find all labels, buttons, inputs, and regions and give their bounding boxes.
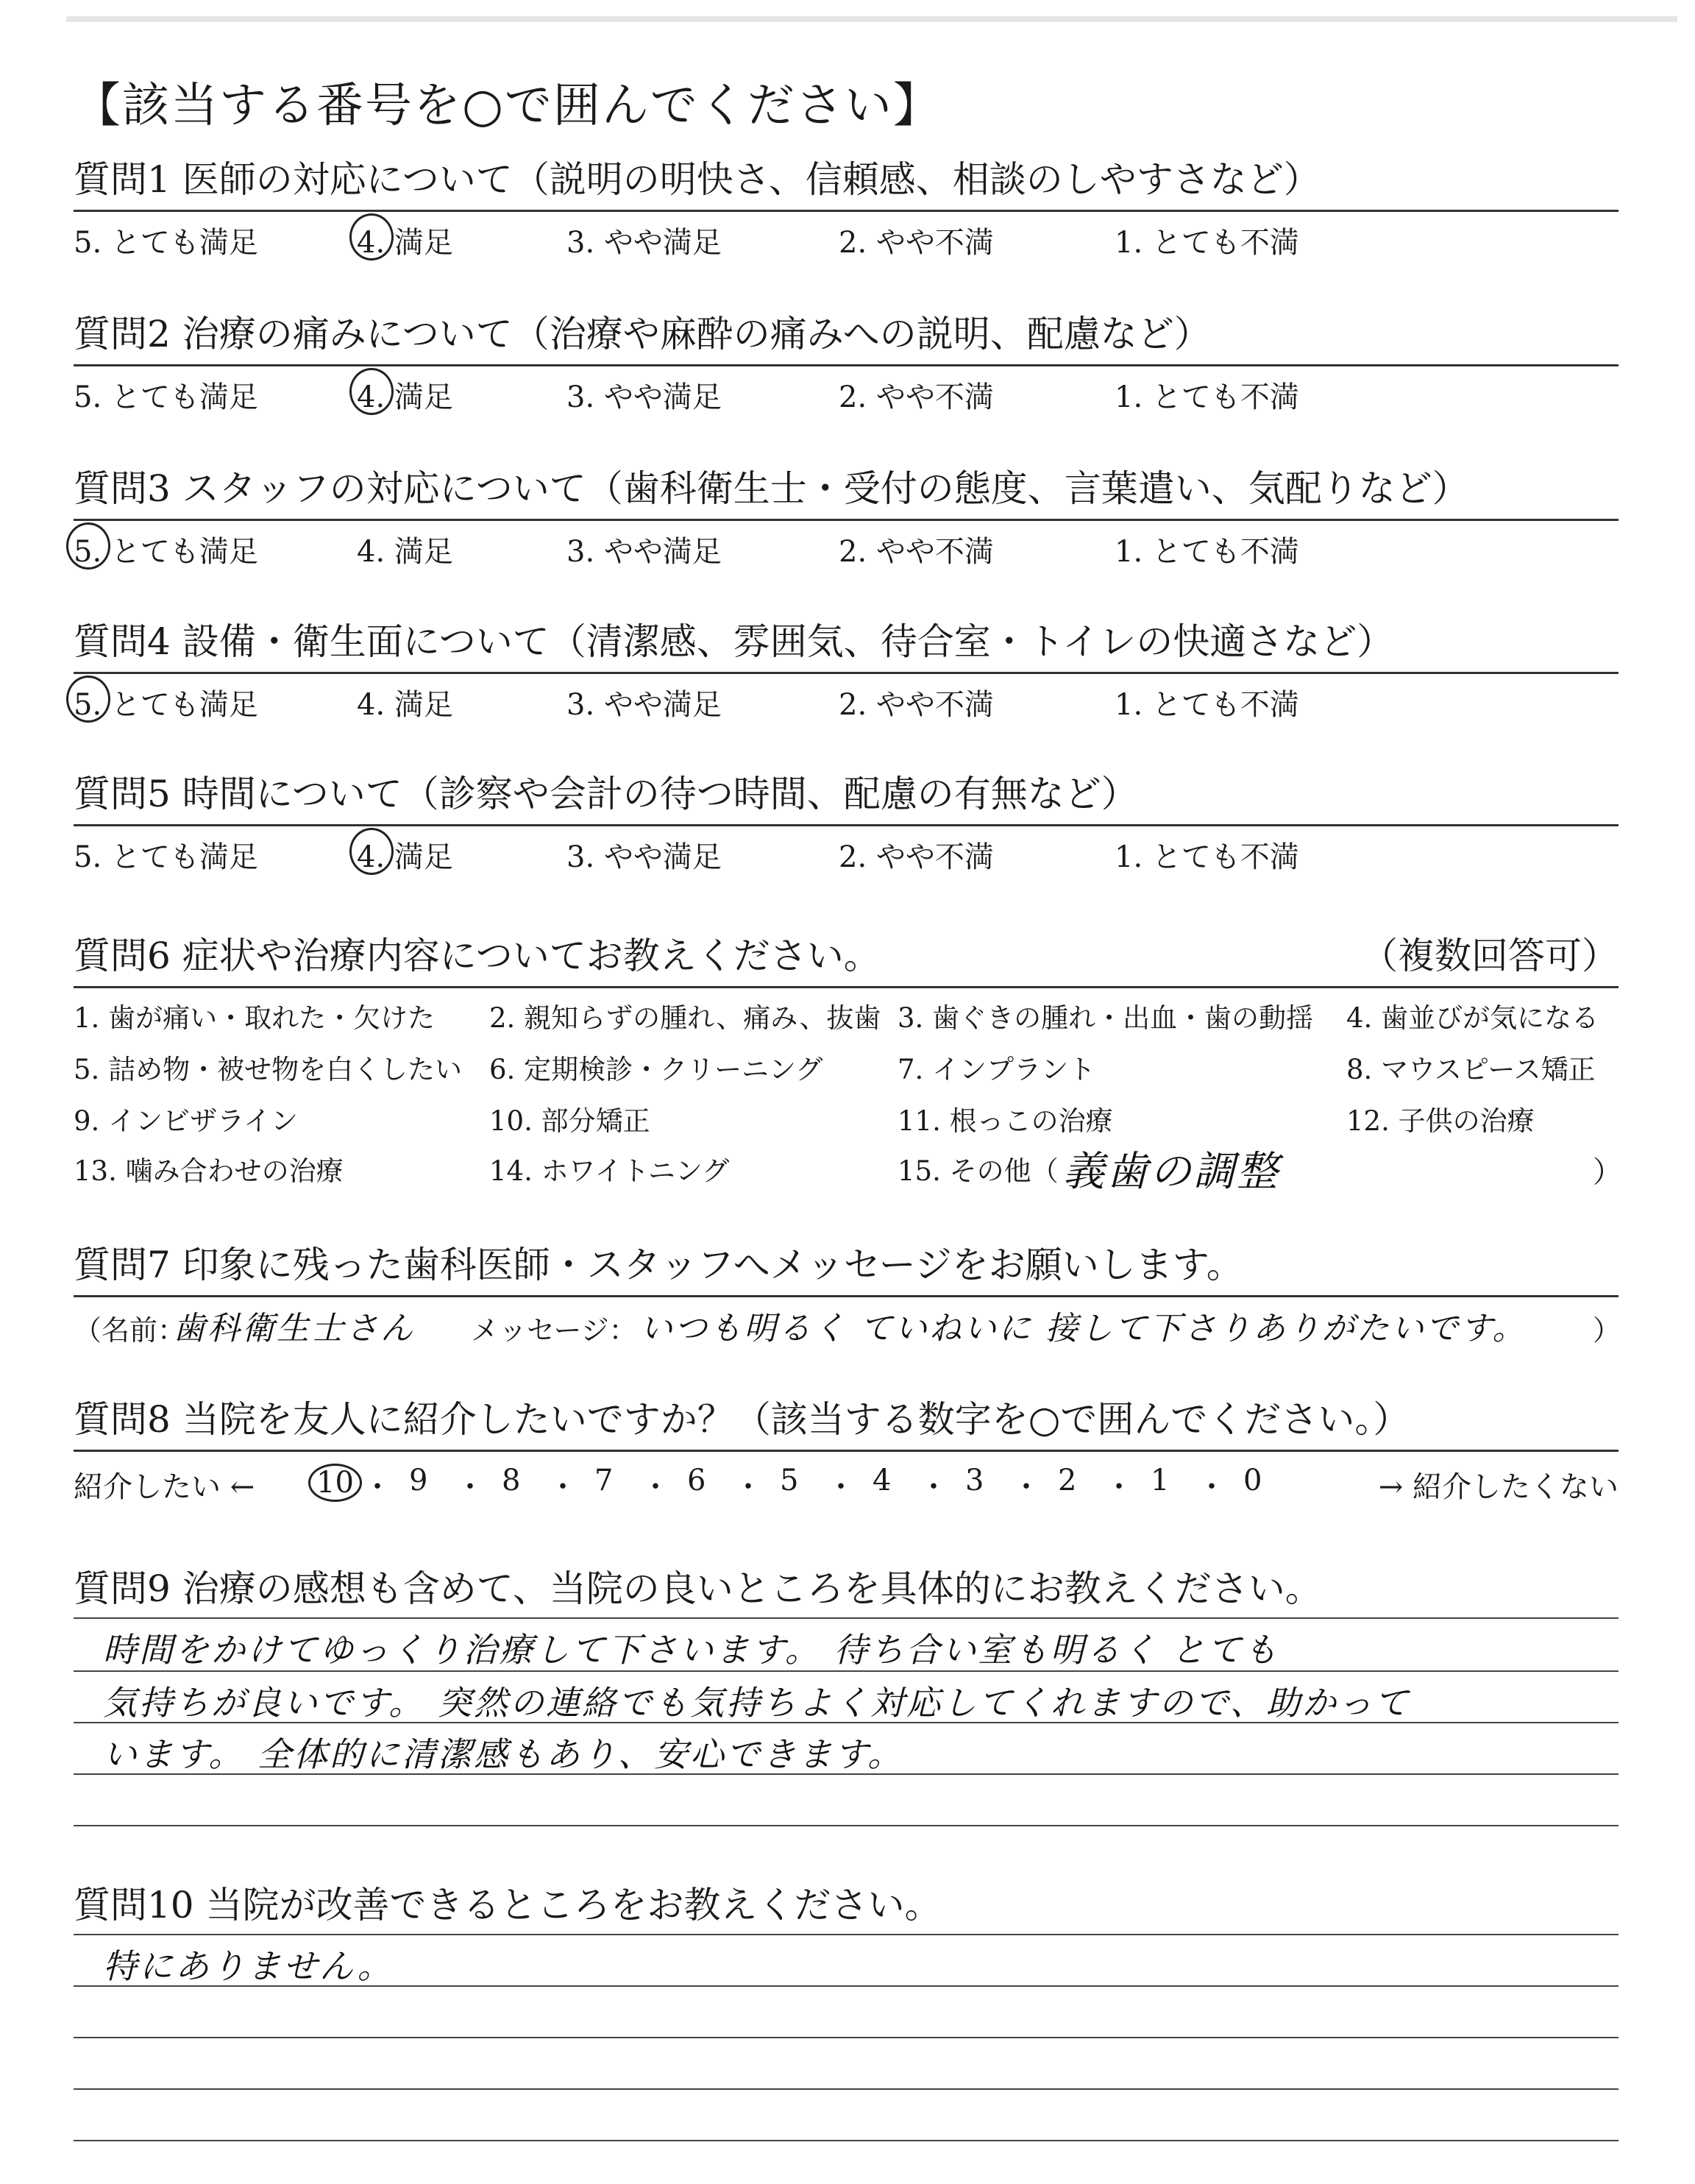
rating-option-4[interactable]: 4. 満足 — [357, 219, 453, 261]
scale-value-0[interactable]: 0 — [1243, 1464, 1262, 1497]
rating-option-4[interactable]: 4. 満足 — [357, 535, 453, 569]
rating-option-4[interactable]: 4. 満足 — [357, 834, 453, 876]
symptom-choice-12[interactable]: 12. 子供の治療 — [1346, 1105, 1535, 1137]
scale-value-4[interactable]: 4 — [873, 1464, 892, 1497]
scale-separator: ・ — [548, 1470, 578, 1504]
rating-option-5[interactable]: 5. とても満足 — [74, 226, 258, 260]
question-8 — [74, 1391, 1618, 1511]
answer-line — [74, 1825, 1618, 1826]
answer-text-line-2: 気持ちが良いです。 突然の連絡でも気持ちよく対応してくれますので、助かって — [103, 1683, 1411, 1723]
question-1-title: 質問1 医師の対応について（説明の明快さ、信頼感、相談のしやすさなど） — [74, 158, 1321, 201]
question-10-title: 質問10 当院が改善できるところをお教えください。 — [74, 1884, 942, 1926]
answer-line — [74, 2088, 1618, 2090]
symptom-choice-7[interactable]: 7. インプラント — [898, 1054, 1096, 1085]
rating-option-2[interactable]: 2. やや不満 — [839, 535, 994, 569]
rating-option-5[interactable]: 5. とても満足 — [74, 840, 258, 874]
question-6-title — [74, 927, 1618, 985]
scale-separator: ・ — [1197, 1470, 1226, 1504]
recommend-scale — [74, 1452, 1618, 1511]
answer-text-line-1: 特にありません。 — [103, 1946, 394, 1986]
rating-options — [74, 826, 1618, 875]
rating-options — [74, 521, 1618, 570]
selection-circle — [349, 828, 394, 875]
scale-value-9[interactable]: 9 — [409, 1464, 428, 1497]
answer-text-line-1: 時間をかけてゆっくり治療して下さいます。 待ち合い室も明るく とても — [103, 1630, 1280, 1670]
message-label: メッセージ： — [471, 1314, 637, 1347]
scale-value-5[interactable]: 5 — [780, 1464, 799, 1497]
question-4-title: 質問4 設備・衛生面について（清潔感、雰囲気、待合室・トイレの快適さなど） — [74, 620, 1394, 663]
scale-right-label: → 紹介したくない — [1378, 1470, 1618, 1504]
rating-options — [74, 212, 1618, 260]
symptom-choice-10[interactable]: 10. 部分矯正 — [489, 1105, 650, 1137]
scale-value-10[interactable]: 10 — [308, 1464, 362, 1502]
other-answer-handwritten: 義歯の調整 — [1063, 1148, 1280, 1196]
symptom-choice-5[interactable]: 5. 詰め物・被せ物を白くしたい — [74, 1054, 463, 1085]
question-5-title: 質問5 時間について（診察や会計の待つ時間、配慮の有無など） — [74, 773, 1138, 815]
rating-option-3[interactable]: 3. やや満足 — [566, 840, 722, 874]
scale-separator: ・ — [1104, 1470, 1134, 1504]
rating-option-2[interactable]: 2. やや不満 — [839, 688, 994, 722]
symptom-choice-9[interactable]: 9. インビザライン — [74, 1105, 298, 1137]
message-handwritten: いつも明るく ていねいに 接して下さりありがたいです。 — [640, 1310, 1527, 1347]
symptom-choice-2[interactable]: 2. 親知らずの腫れ、痛み、抜歯 — [489, 1002, 881, 1034]
scale-separator: ・ — [919, 1470, 948, 1504]
rating-options — [74, 366, 1618, 415]
rating-option-3[interactable]: 3. やや満足 — [566, 535, 722, 569]
top-edge-line — [66, 16, 1677, 22]
rating-option-4[interactable]: 4. 満足 — [357, 374, 453, 416]
question-6-label: 質問6 症状や治療内容についてお教えください。 — [74, 935, 881, 977]
other-paren-close: ） — [1593, 1155, 1622, 1189]
question-8-title: 質問8 当院を友人に紹介したいですか？（該当する数字を○で囲んでください。） — [74, 1398, 1410, 1441]
rating-option-3[interactable]: 3. やや満足 — [566, 688, 722, 722]
question-7 — [74, 1236, 1621, 1349]
question-1 — [74, 151, 1618, 260]
answer-line — [74, 1934, 1618, 1935]
scale-separator: ・ — [641, 1470, 670, 1504]
question-7-title: 質問7 印象に残った歯科医師・スタッフへメッセージをお願いします。 — [74, 1244, 1243, 1286]
scale-separator: ・ — [1012, 1470, 1041, 1504]
name-handwritten: 歯科衛生士さん — [173, 1310, 415, 1347]
selection-circle — [66, 676, 110, 723]
symptom-choice-8[interactable]: 8. マウスピース矯正 — [1346, 1054, 1596, 1085]
question-5 — [74, 765, 1618, 875]
answer-text-line-3: います。 全体的に清潔感もあり、安心できます。 — [103, 1734, 904, 1774]
symptom-choice-6[interactable]: 6. 定期検診・クリーニング — [489, 1054, 823, 1085]
scale-value-2[interactable]: 2 — [1058, 1464, 1077, 1497]
scale-separator: ・ — [826, 1470, 856, 1504]
symptom-choice-4[interactable]: 4. 歯並びが気になる — [1346, 1002, 1599, 1034]
symptom-choice-13[interactable]: 13. 噛み合わせの治療 — [74, 1155, 344, 1187]
name-label: （名前： — [74, 1314, 186, 1347]
answer-line — [74, 1617, 1618, 1619]
scale-value-7[interactable]: 7 — [594, 1464, 614, 1497]
rating-option-1[interactable]: 1. とても不満 — [1115, 535, 1299, 569]
scale-separator: ・ — [363, 1470, 392, 1504]
rating-option-3[interactable]: 3. やや満足 — [566, 380, 722, 414]
rating-option-2[interactable]: 2. やや不満 — [839, 226, 994, 260]
selection-circle — [349, 213, 394, 260]
symptom-choice-11[interactable]: 11. 根っこの治療 — [898, 1105, 1113, 1137]
question-10 — [74, 1876, 1618, 2184]
rating-option-5[interactable]: 5. とても満足 — [74, 528, 258, 570]
rating-options — [74, 674, 1618, 723]
message-paren-close: ） — [1593, 1314, 1621, 1347]
scale-value-6[interactable]: 6 — [687, 1464, 706, 1497]
selection-circle — [349, 368, 394, 415]
question-4 — [74, 613, 1618, 723]
rating-option-2[interactable]: 2. やや不満 — [839, 840, 994, 874]
form-title: 【該当する番号を○で囲んでください】 — [74, 79, 942, 133]
question-2-title: 質問2 治療の痛みについて（治療や麻酔の痛みへの説明、配慮など） — [74, 313, 1211, 355]
answer-line — [74, 2140, 1618, 2141]
rating-option-1[interactable]: 1. とても不満 — [1115, 226, 1299, 260]
scale-left-label: 紹介したい ← — [74, 1470, 255, 1504]
multiple-answers-note: （複数回答可） — [1361, 935, 1618, 977]
symptom-choice-14[interactable]: 14. ホワイトニング — [489, 1155, 730, 1187]
question-3 — [74, 460, 1618, 570]
scale-value-3[interactable]: 3 — [965, 1464, 984, 1497]
scale-value-1[interactable]: 1 — [1151, 1464, 1170, 1497]
scale-value-8[interactable]: 8 — [502, 1464, 521, 1497]
question-2 — [74, 305, 1618, 415]
symptom-choice-3[interactable]: 3. 歯ぐきの腫れ・出血・歯の動揺 — [898, 1002, 1314, 1034]
rating-option-4[interactable]: 4. 満足 — [357, 688, 453, 722]
question-9-title: 質問9 治療の感想も含めて、当院の良いところを具体的にお教えください。 — [74, 1567, 1322, 1610]
symptom-choice-1[interactable]: 1. 歯が痛い・取れた・欠けた — [74, 1002, 436, 1034]
selection-circle — [66, 522, 110, 570]
question-9 — [74, 1560, 1618, 1897]
question-6 — [74, 927, 1622, 1202]
rating-option-1[interactable]: 1. とても不満 — [1115, 840, 1299, 874]
question-3-title: 質問3 スタッフの対応について（歯科衛生士・受付の態度、言葉遣い、気配りなど） — [74, 467, 1469, 510]
rating-option-5[interactable]: 5. とても満足 — [74, 681, 258, 723]
symptom-choices — [74, 988, 1622, 1202]
scale-separator: ・ — [733, 1470, 763, 1504]
question-9-answer-area — [74, 1617, 1618, 1897]
rating-option-1[interactable]: 1. とても不満 — [1115, 688, 1299, 722]
answer-line — [74, 2037, 1618, 2038]
rating-option-2[interactable]: 2. やや不満 — [839, 380, 994, 414]
message-row — [74, 1297, 1621, 1349]
rating-option-1[interactable]: 1. とても不満 — [1115, 380, 1299, 414]
symptom-choice-15[interactable]: 15. その他（ — [898, 1155, 1059, 1187]
rating-option-5[interactable]: 5. とても満足 — [74, 380, 258, 414]
rating-option-3[interactable]: 3. やや満足 — [566, 226, 722, 260]
scale-separator: ・ — [455, 1470, 485, 1504]
question-10-answer-area — [74, 1934, 1618, 2184]
